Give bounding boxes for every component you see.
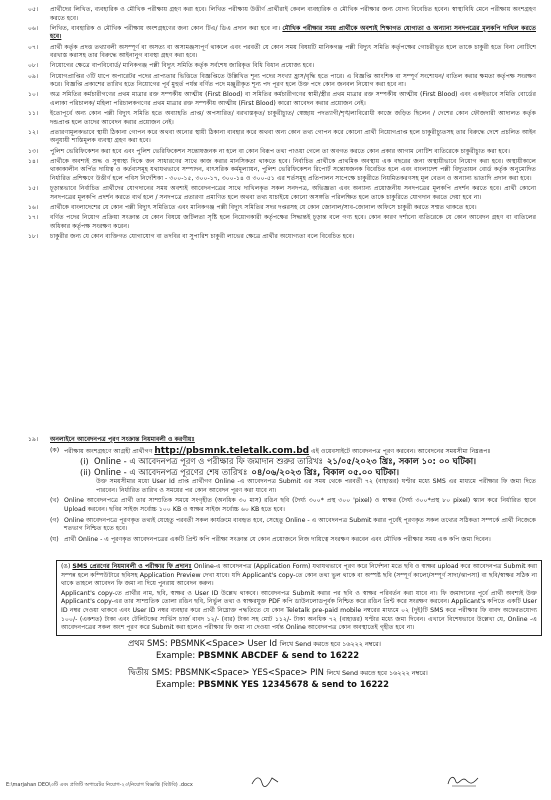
rule-body: পুলিশ ভেরিফিকেশন করা হবে এবং পুলিশ ভেরিফিকেশন সন্তোষজনক না হলে বা কোন বিরূপ তথ্য পাওয়া গেলে তা অবগত করতে কোন প্রকার আগাম নোটিশ ব্যতিরেকে চাকুরীচ্যুত করা হবে।: [50, 147, 510, 155]
rule-item: [20, 233, 536, 242]
gha-label: (ঘ): [50, 535, 59, 543]
section-kha: [20, 497, 536, 514]
ka-text-post: এই ওয়েবসাইটে আবেদনপত্র পূরণ করবেন। আবেদনের সময়সীমা নিম্নরূপঃ: [311, 447, 491, 455]
second-sms-row: [56, 667, 542, 679]
rule-item: [20, 44, 536, 61]
rule-number: ০৯।: [28, 72, 39, 80]
rule-number: ১৭।: [28, 214, 39, 222]
section-ka: [20, 447, 536, 457]
rule-text: [50, 158, 536, 184]
first-example-label: Example:: [156, 649, 196, 660]
rule-text: [50, 110, 536, 127]
sms-section: [56, 560, 542, 690]
online-start-date: ২১/০৫/২০২৩ খ্রিঃ, সকাল ১০: ০০ ঘটিকা।: [326, 456, 477, 467]
ka-label: (ক): [50, 446, 60, 454]
rule-text: [50, 6, 536, 23]
rule-body: নিয়োগের ক্ষেত্রে বাপবিবোর্ড/ মানিকগঞ্জ পল্লী বিদ্যুৎ সমিতি কর্তৃক সর্বশেষ জারিকৃত বিধি বিধান প্রযোজ্য হবে।: [50, 62, 315, 70]
first-sms-row: [56, 638, 542, 650]
rule-item: [20, 73, 536, 90]
rule-number: ১৪।: [28, 157, 39, 165]
second-sms-tail: লিখে Send করতে হবে ১৬২২২ নম্বরে।: [326, 668, 428, 677]
sms-label: (ঙ): [61, 563, 71, 570]
rule-item: [20, 91, 536, 108]
rule-text: [50, 91, 536, 108]
section-number: ১৯।: [28, 436, 39, 443]
rule-text: [50, 204, 536, 213]
rule-body: প্রার্থীদের লিখিত, ব্যবহারিক ও মৌখিক পরীক্ষায় গ্রহণ করা হবে। লিখিত পরীক্ষায় উত্তীর্ণ প্রার্থীরাই কেবল ব্যবহারিক ও মৌখিক পরীক্ষার জন্য যোগ্য বিবেচিত হবেন। স্বাস্থ্যবিধি মেনে পরীক্ষায় অংশগ্রহণ করতে হবে।: [50, 6, 536, 22]
ka-text-pre: পরীক্ষায় অংশগ্রহণে আগ্রহী প্রার্থীগণ: [64, 447, 153, 455]
rule-item: [20, 110, 536, 127]
rule-item: [20, 129, 536, 146]
rule-number: ০৭।: [28, 43, 39, 51]
rule-body: প্রার্থী কর্তৃক প্রদত্ত তথ্যাবলী অসম্পূর্ণ বা অসত্য বা অসামঞ্জস্যপূর্ণ থাকলে এবং পরবর্তী যে কোন সময় বিষয়টি মানিকগঞ্জ পল্লী বিদ্যুৎ সমিতি কর্তৃপক্ষের গোচরীভূত হলে তাকে চাকুরী হতে বিনা নোটিশে বরখাস্ত করাসহ তার বিরুদ্ধে আইনানুগ ব্যবস্থা গ্রহণ করা হবে।: [50, 43, 536, 60]
first-sms-label: প্রথম SMS:: [128, 637, 168, 648]
rule-number: ০৬।: [28, 24, 39, 32]
ga-label: (গ): [50, 516, 59, 524]
second-sms-cmd: PBSMNK<Space> YES<Space> PIN: [175, 666, 324, 677]
second-example-label: Example:: [156, 678, 196, 689]
rule-item: [20, 185, 536, 202]
ga-body: Online আবেদনপত্রে পূরণকৃত তথ্যই যেহেতু পরবর্তী সকল কার্যক্রমে ব্যবহৃত হবে, সেহেতু Online - এ আবেদনপত্র Submit করার পূর্বেই পূরণকৃত সকল তথ্যের সঠিকতা সম্পর্কে প্রার্থী নিজেকে শতভাগ নিশ্চিত হতে হবে।: [64, 516, 536, 533]
rule-item: [20, 204, 536, 213]
rule-text: [50, 62, 536, 71]
rule-text: [50, 44, 536, 61]
rule-number: ০৫।: [28, 6, 39, 13]
rule-text: [50, 185, 536, 202]
gha-body: প্রার্থী Online - এ পূরণকৃত আবেদনপত্রের একটি প্রিন্ট কপি পরীক্ষা সংক্রান্ত যে কোন প্রয়োজনে নিজ দায়িত্বে সংরক্ষণ করবেন এবং মৌখিক পরীক্ষার সময় এক কপি জমা দিবেন।: [64, 535, 491, 543]
rule-body: নিয়োগপ্রাপ্তির ৩টি ধাপে অপারেটর পদের প্রাপ্যতার ভিত্তিতে বিজ্ঞপ্তিতে উল্লিখিত শূন্য পদের সংখ্যা হ্রাস/বৃদ্ধি হতে পারে। এ বিজ্ঞপ্তি আংশিক বা সম্পূর্ণ সংশোধন/ বাতিল করার ক্ষমতা কর্তৃপক্ষ সংরক্ষণ করে। বিজ্ঞপ্তি প্রকাশের তারিখ হতে নিয়োগের পূর্ব মুহুর্ত পর্যন্ত বর্ণিত পদে মঞ্জুরীকৃত শূন্য পদ পূরণ হলে উক্ত পদে কোন জনবল নিয়োগ করা হবে না।: [50, 72, 536, 89]
online-end-num: (ii): [80, 467, 91, 478]
online-start-text: Online - এ আবেদনপত্র পূরণ ও পরীক্ষার ফি জমাদান শুরুর তারিখঃ: [94, 456, 323, 467]
online-section: [20, 436, 536, 544]
rule-text: [50, 233, 536, 242]
rule-body: চূড়ান্তভাবে নির্বাচিত প্রার্থীদের যোগদানের সময় অবশ্যই আবেদনপত্রের সাথে দাখিলকৃত সকল সনদপত্র, অভিজ্ঞতা এবং অন্যান্য প্রয়োজনীয় সনদপত্রের মূলকপি প্রদর্শন করতে হবে। প্রার্থী কোনো সনদপত্রের মূলকপি প্রদর্শন করতে ব্যর্থ হলে / সনদপত্রে প্রতারণা প্রমাণিত হলে অথবা তথ্য যাচাইয়ে কোনো অসঙ্গতি পরিলক্ষিত হলে তাকে চাকুরিতে যোগদান করতে দেয়া হবে না।: [50, 185, 536, 201]
section-ga: [20, 517, 536, 534]
first-example-text: PBSMNK ABCDEF & send to 16222: [197, 649, 360, 660]
application-url-link[interactable]: http://pbsmnk.teletalk.com.bd: [154, 445, 310, 456]
file-path-footer: E:\marjahan DEO\৩টি এবং প্রতিটি অপারেটর নিয়োগ-২৩\নিয়োগ বিজ্ঞপ্তি (বিউবি) .docx: [6, 782, 193, 788]
ka-body: [64, 447, 536, 457]
second-sms-example: [56, 679, 542, 690]
rule-body: প্রতারণামূলকভাবে স্থায়ী ঠিকানা গোপন করে অথবা অন্যের স্থায়ী ঠিকানা ব্যবহার করে অথবা অন্য কোন তথ্য গোপন করে কোনো প্রার্থী নিয়োগপ্রাপ্ত হলে চাকুরীচ্যুতসহ তার বিরুদ্ধে দেশে প্রচলিত আইন অনুযায়ী শাস্তিমূলক ব্যবস্থা গ্রহণ করা হবে।: [50, 128, 536, 145]
rule-number: ১১।: [28, 110, 39, 118]
section-heading-row: [20, 436, 536, 445]
rule-body: চাকুরীর জন্য যে কোন ব্যক্তিগত যোগাযোগ বা তদবির বা সুপারিশ চাকুরী লাভের ক্ষেত্রে প্রার্থীর অযোগ্যতা বলে বিবেচিত হবে।: [50, 232, 355, 240]
rule-bold-note: মৌখিক পরীক্ষার সময় প্রার্থীকে অবশ্যই শিক্ষাগত যোগ্যতা ও অন্যান্য সনদপত্রের মূলকপি দাখিল করতে হবে।: [50, 24, 536, 41]
first-sms-tail: লিখে Send করতে হবে ১৬২২২ নম্বরে।: [279, 639, 381, 648]
rule-text: [50, 25, 536, 42]
kha-body: Online আবেদনপত্রে প্রার্থী তার সাম্প্রতিক সময়ে সংগৃহীত (অনধিক ৩০ মাস) রঙিন ছবি (দৈর্ঘ্য ৩০০* প্রস্থ ৩০০ 'pixel) ও স্বাক্ষর (দৈর্ঘ্য ৩০০*প্রস্থ ৮০ pixel) স্ক্যান করে নির্ধারিত স্থানে Upload করবেন। ছবির সাইজ সর্বোচ্চ ১০০ KB ও স্বাক্ষর সাইজ সর্বোচ্চ ৬০ KB হতে হবে।: [64, 497, 536, 513]
rule-body: ইতোপূর্বে অন্য কোন পল্লী বিদ্যুৎ সমিতি হতে অব্যাহতি প্রাপ্ত/ অপসারিত/ বরখাস্তকৃত/ চাকুরীচ্যুত/ স্বেচ্ছায় পদত্যাগী/শৃঙ্খলাবিরোধী কাজে জড়িত ছিলেন / দেশের কোন ফৌজদারী আদালত কর্তৃক দন্ডপ্রাপ্ত হলে তাদের আবেদন করার প্রয়োজন নেই।: [50, 110, 536, 126]
initial-signature-right: [446, 772, 480, 788]
rule-text: [50, 148, 536, 157]
rule-item: [20, 158, 536, 184]
online-end-text: Online - এ আবেদনপত্র পূরণের শেষ তারিখঃ: [94, 467, 248, 478]
sms-body-2: Applicant's copy-তে প্রার্থীর নাম, ছবি, স্বাক্ষর ও User ID উল্লেখ থাকবে। আবেদনপত্র Submit করার পর ছবি ও স্বাক্ষর পরিবর্তন করা যাবে না। ফি জমাদানের পূর্বে প্রার্থী অবশ্যই উক্ত Applicant's copy-এর তার সাম্প্রতিক তোলা রঙিন ছবি, নির্ভুল তথ্য ও স্বাক্ষরযুক্ত PDF কপি ডাউনলোডপূর্বক নিশ্চিত করে রঙিন প্রিন্ট করে সংরক্ষণ করবেন। Applicant's কপিতে একটি User ID নম্বর দেওয়া থাকবে এবং User ID নম্বর ব্যবহার করে প্রার্থী নিম্নোক্ত পদ্ধতিতে যে কোন Teletalk pre-paid mobile নম্বরের মাধ্যমে ০২ (দুই)টি SMS করে পরীক্ষার ফি বাবদ অফেরতযোগ্য ১০০/- (একশত) টাকা এবং টেলিটকের সার্ভিস চার্জ বাবদ ১২/- (বার) টাকা সহ মোট ১১২/- টাকা অনধিক ৭২ (বাহাত্তর) ঘণ্টার মধ্যে জমা দিবেন। এখানে বিশেষভাবে উল্লেখ্য যে, Online -এ আবেদনপত্রের সকল অংশ পূরণ করে Submit করা হলেও পরীক্ষার ফি জমা না দেওয়া পর্যন্ত Online আবেদনপত্র কোন অবস্থাতেই গৃহীত হবে না।: [61, 589, 538, 632]
sms-intro: [61, 563, 537, 589]
rule-number: ১০।: [28, 91, 39, 99]
kha-label: (খ): [50, 497, 59, 505]
online-note: উক্ত সময়সীমার মধ্যে User Id প্রাপ্ত প্রার্থীগণ Online -এ আবেদনপত্র Submit এর সময় থেকে পরবর্তী ৭২ (বাহাত্তর) ঘণ্টার মধ্যে SMS এর মাধ্যমে পরীক্ষার ফি জমা দিতে পারবেন। নির্ধারিত তারিখ ও সময়ের পর কোন আবেদন পূরণ করা যাবে না।: [96, 478, 536, 494]
rule-number: ১৩।: [28, 147, 39, 155]
rule-body: প্রার্থীকে বাংলাদেশের যে কোন পল্লী বিদ্যুৎ সমিতিতে এবং মানিকগঞ্জ পল্লী বিদ্যুৎ সমিতির সদর দপ্তরসহ যে কোন জোনাল/সাব-জোনাল অফিসে চাকুরী করতে সম্মত থাকতে হবে।: [50, 204, 477, 211]
first-sms-cmd: PBSMNK<Space> User Id: [170, 637, 278, 648]
rule-item: [20, 25, 536, 42]
sms-body-1: Online-এ আবেদনপত্র (Application Form) যথাযথভাবে পূরণ করে নির্দেশনা মতে ছবি ও স্বাক্ষর upload করে আবেদনপত্র Submit করা সম্পন্ন হলে কম্পিউটারে ছবিসহ Application Preview দেখা যাবে। যদি Applicant's copy-তে কোন তথ্য ভুল থাকে বা অস্পষ্ট ছবি (সম্পূর্ণ কালো/সম্পূর্ণ সাদা/ঝাপসা) বা ছবি/স্বাক্ষর সঠিক না থাকে তাহলে আবেদন ফি জমা না দিয়ে পুনরায় আবেদন করুন।: [61, 563, 537, 588]
rule-text: [50, 214, 536, 231]
rule-number: ১২।: [28, 128, 39, 136]
rule-number: ০৮।: [28, 62, 39, 70]
rule-body: প্রার্থীকে অবশ্যই শুদ্ধ ও সুস্বাস্থ্য দিকে জন সাধারণের সাথে কাজ করার মানসিকতা থাকতে হবে। নির্বাচিত প্রার্থীকে প্রাথমিক অবস্থায় এক বছরের জন্য অস্থায়ীভাবে নিয়োগ করা হবে। অস্থায়ীকালে থাকাকালীন অর্পিত দায়িত্ব ও কর্তব্যসমূহ যথাযথভাবে সম্পাদন, বাৎসরিক কর্মমূল্যায়ন, পুলিশ ভেরিফিকেশন রিপোর্ট সন্তোষজনক বিবেচিত হলে এবং বাংলাদেশ পল্লী বিদ্যুতায়ন বোর্ড কর্তৃক অনুমোদিত নির্ধারিত প্রশিক্ষণে উত্তীর্ণ হলে পবিস নির্দেশিকা - ৩০০-১৫, ৩০০-১৭, ৩০০-১৪ ও ৩০০-৫১ এর শর্তসমূহ প্রতিপালন সাপেক্ষে চাকুরীতে নিয়মিতকরণসহ মূল বেতন ও অন্যান্য ভাতাদি প্রদান করা হবে।: [50, 157, 536, 183]
section-gha: [20, 536, 536, 545]
initial-signature-left: [250, 774, 280, 788]
rule-text: [50, 73, 536, 90]
rule-item: [20, 214, 536, 231]
online-end-date: ০৪/০৬/২০২৩ খ্রিঃ, বিকাল ০৫.০০ ঘটিকা।: [251, 467, 399, 478]
second-sms-label: দ্বিতীয় SMS:: [128, 666, 173, 677]
sms-box: [56, 560, 542, 636]
rule-body: লিখিত, ব্যবহারিক ও মৌখিক পরীক্ষায় অংশগ্রহণের জন্য কোন টিএ/ ডিএ প্রদান করা হবে না।: [50, 24, 281, 32]
rule-number: ১৮।: [28, 232, 39, 240]
rules-list: [20, 6, 536, 243]
rule-body: অত্র সমিতির কর্মচারীগণের প্রথম মাত্রার রক্ত সম্পর্কীয় আত্মীয় (First Blood) বা সমিতির কর্মচারীগণের স্বামী/স্ত্রীর প্রথম মাত্রার রক্ত সম্পর্কীয় আত্মীয় (First Blood) এবং একইভাবে সমিতি বোর্ডের এলাকা পরিচালক/ মহিলা পরিচালকগণের প্রথম মাত্রার রক্ত সম্পর্কীয় আত্মীয় (First Blood) কারো আবেদন করার প্রয়োজন নেই।: [50, 91, 536, 107]
online-start-num: (i): [80, 456, 89, 467]
first-sms-example: [56, 650, 542, 661]
second-example-text: PBSMNK YES 12345678 & send to 16222: [197, 678, 389, 689]
online-end-row: [20, 467, 536, 478]
sms-heading: SMS প্রেরণের নিয়মাবলী ও পরীক্ষার ফি প্রদানঃ: [72, 563, 192, 570]
rule-item: [20, 6, 536, 23]
rule-text: [50, 129, 536, 146]
rule-body: বর্ণিত পদের নিয়োগ প্রক্রিয়া সংক্রান্ত যে কোন বিষয়ে জটিলতা সৃষ্টি হলে নিয়োগকারী কর্তৃপক্ষের সিদ্ধান্তই চূড়ান্ত বলে গণ্য হবে। কোন কারণ দর্শানো ব্যতিরেকে যে কোন আবেদন গ্রহণ বা বাতিলের অধিকার কর্তৃপক্ষ সংরক্ষণ করেন।: [50, 214, 536, 230]
rule-number: ১৬।: [28, 204, 39, 211]
section-title: অনলাইনে আবেদনপত্র পূরণ সংক্রান্ত নিয়মাবলী ও করণীয়ঃ: [50, 436, 195, 443]
rule-item: [20, 148, 536, 157]
rule-item: [20, 62, 536, 71]
online-start-row: [20, 456, 536, 467]
rule-number: ১৫।: [28, 185, 39, 193]
